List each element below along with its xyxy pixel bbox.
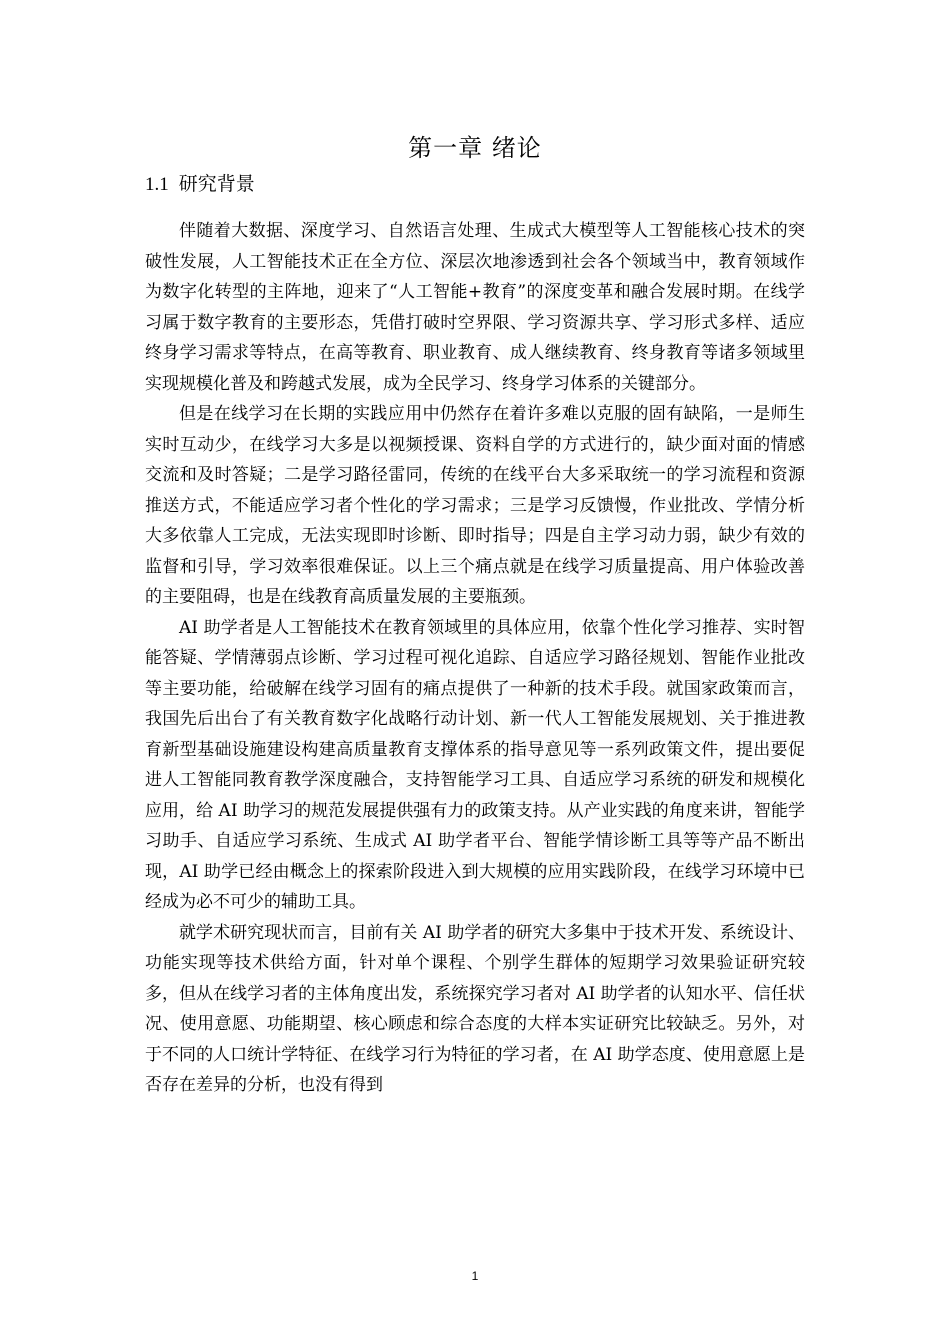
chapter-title: 第一章 绪论 bbox=[408, 134, 542, 163]
paragraph: 但是在线学习在长期的实践应用中仍然存在着许多难以克服的固有缺陷，一是师生实时互动少，在线学习大多是以视频授课、资料自学的方式进行的，缺少面对面的情感交流和及时答疑；二是学习路径雷同，传统的在线平台大多采取统一的学习流程和资源推送方式，不能适应学习者个性化的学习需求；三是学习反馈慢，作业批改、学情分析大多依靠人工完成，无法实现即时诊断、即时指导；四是自主学习动力弱，缺少有效的监督和引导，学习效率很难保证。以上三个痛点就是在线学习质量提高、用户体验改善的主要阻碍，也是在线教育高质量发展的主要瓶颈。 bbox=[145, 404, 805, 607]
paragraph: 伴随着大数据、深度学习、自然语言处理、生成式大模型等人工智能核心技术的突破性发展，人工智能技术正在全方位、深层次地渗透到社会各个领域当中，教育领域作为数字化转型的主阵地，迎来了“人工智能+教育”的深度变革和融合发展时期。在线学习属于数字教育的主要形态，凭借打破时空界限、学习资源共享、学习形式多样、适应终身学习需求等特点，在高等教育、职业教育、成人继续教育、终身教育等诸多领域里实现规模化普及和跨越式发展，成为全民学习、终身学习体系的关键部分。 bbox=[145, 221, 805, 394]
section-number: 1.1 bbox=[145, 174, 169, 195]
page-number: 1 bbox=[471, 1269, 479, 1283]
section-title: 研究背景 bbox=[178, 173, 255, 195]
section-heading bbox=[145, 170, 255, 199]
paragraph: 就学术研究现状而言，目前有关 AI 助学者的研究大多集中于技术开发、系统设计、功能实现等技术供给方面，针对单个课程、个别学生群体的短期学习效果验证研究较多，但从在线学习者的主体角度出发，系统探究学习者对 AI 助学者的认知水平、信任状况、使用意愿、功能期望、核心顾虑和综合态度的大样本实证研究比较缺乏。另外，对于不同的人口统计学特征、在线学习行为特征的学习者，在 AI 助学态度、使用意愿上是否存在差异的分析，也没有得到 bbox=[145, 922, 805, 1095]
paragraph: AI 助学者是人工智能技术在教育领域里的具体应用，依靠个性化学习推荐、实时智能答疑、学情薄弱点诊断、学习过程可视化追踪、自适应学习路径规划、智能作业批改等主要功能，给破解在线学习固有的痛点提供了一种新的技术手段。就国家政策而言，我国先后出台了有关教育数字化战略行动计划、新一代人工智能发展规划、关于推进教育新型基础设施建设构建高质量教育支撑体系的指导意见等一系列政策文件，提出要促进人工智能同教育教学深度融合，支持智能学习工具、自适应学习系统的研发和规模化应用，给 AI 助学习的规范发展提供强有力的政策支持。从产业实践的角度来讲，智能学习助手、自适应学习系统、生成式 AI 助学者平台、智能学情诊断工具等等产品不断出现，AI 助学已经由概念上的探索阶段进入到大规模的应用实践阶段，在线学习环境中已经成为必不可少的辅助工具。 bbox=[145, 617, 805, 912]
body-text bbox=[145, 216, 805, 1101]
